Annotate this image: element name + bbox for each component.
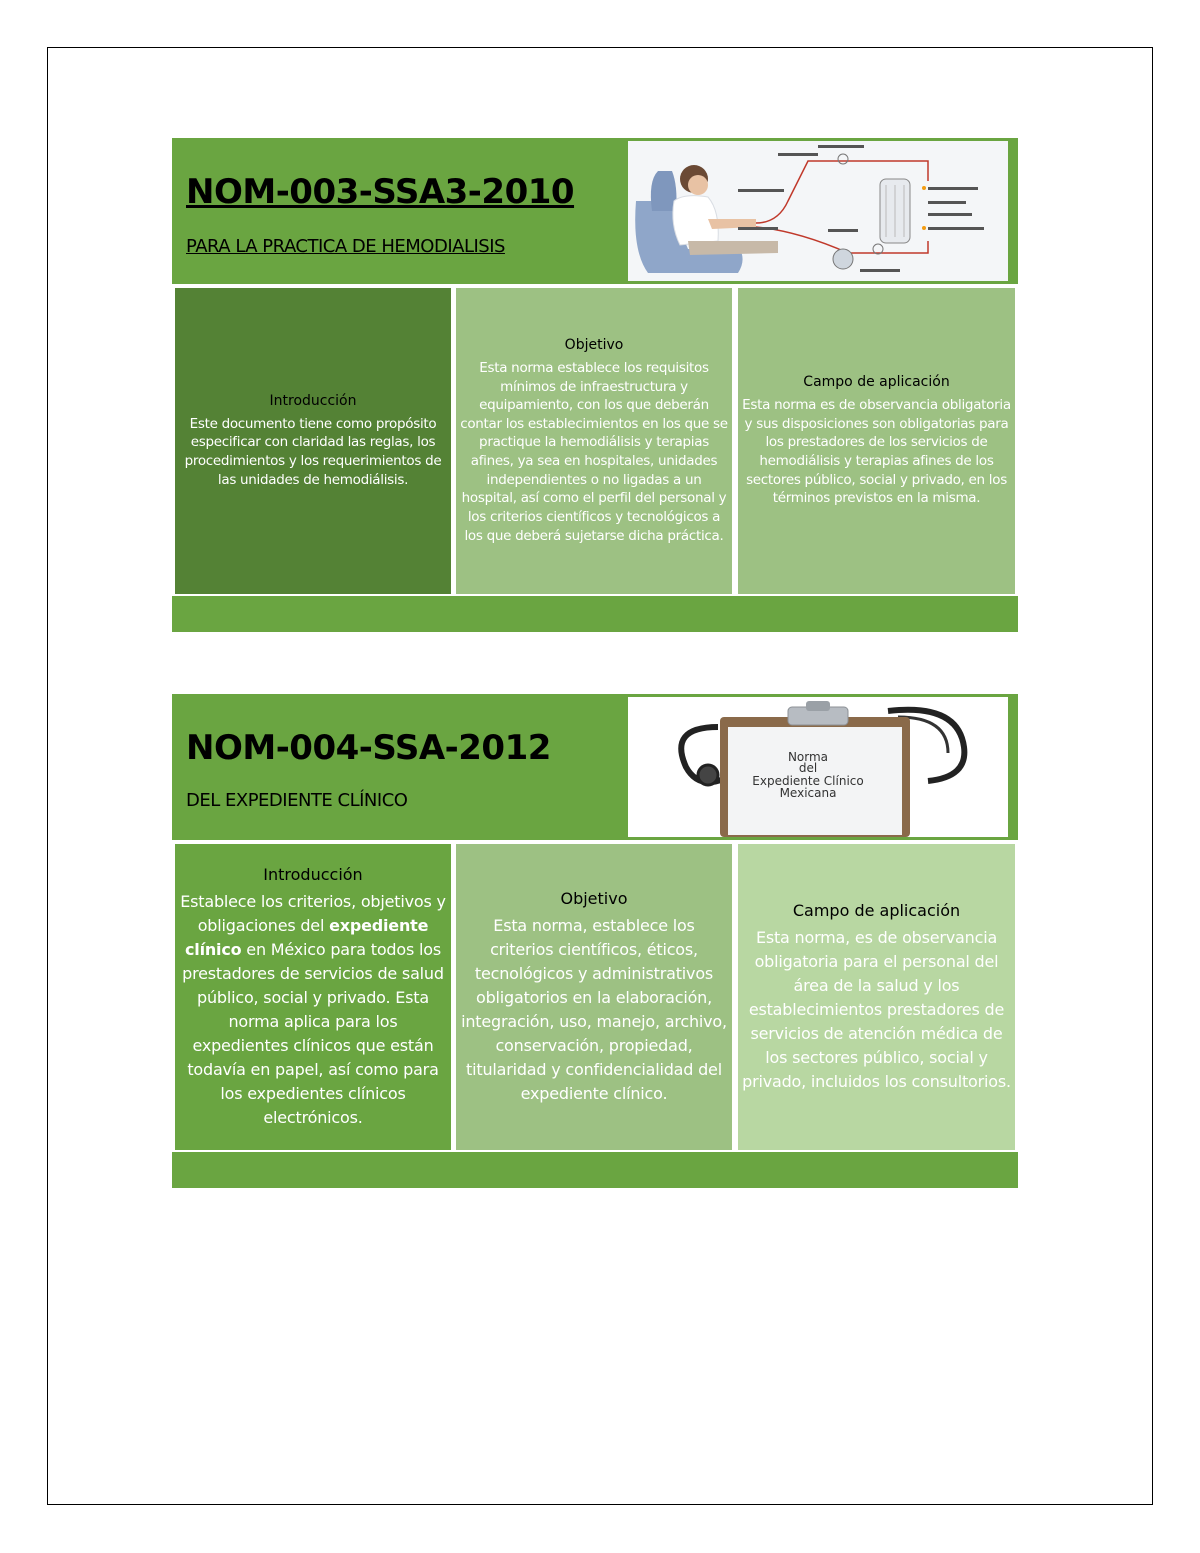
objective-text: Esta norma establece los requisitos mínimos de infraestructura y equipamiento, con los que deberán contar los establecimientos en los que se practique la hemodiálisis y terapias afines, ya sea en hospitales, unidades independientes o no ligadas a un hospital, así como el perfil del personal y los criterios científicos y tecnológicos a los que deberá sujetarse dicha práctica. (460, 359, 728, 544)
clipboard-text-line-3: Expediente Clínico (752, 774, 864, 788)
card-footer (172, 1152, 1018, 1188)
scope-text: Esta norma, es de observancia obligatoria para el personal del área de la salud y los establecimientos prestadores de servicios de atención médica de los sectores público, social y privado, incluidos los consultorios. (742, 927, 1011, 1091)
card-subtitle: DEL EXPEDIENTE CLÍNICO (186, 790, 408, 811)
card-nom-004 (172, 694, 1018, 1188)
intro-text-before: Establece los criterios, objetivos y obligaciones del (180, 891, 446, 935)
clipboard-stethoscope-illustration (628, 697, 1008, 837)
clipboard-text-line-4: Mexicana (779, 786, 837, 800)
scope-text: Esta norma es de observancia obligatoria y sus disposiciones son obligatorias para los prestadores de los servicios de hemodiálisis y terapias afines de los sectores público, social y privado, en los términos previstos en la misma. (742, 397, 1011, 507)
card-footer (172, 596, 1018, 632)
objective-heading: Objetivo (564, 336, 624, 353)
card-columns (172, 840, 1018, 1150)
objective-column (456, 288, 732, 594)
clipboard-text-line-1: Norma (787, 750, 829, 764)
card-columns (172, 284, 1018, 594)
objective-column (456, 844, 732, 1150)
intro-text-bold: expediente clínico (185, 915, 429, 959)
scope-heading: Campo de aplicación (792, 900, 961, 920)
intro-text (179, 890, 447, 1130)
card-title: NOM-003-SSA3-2010 (186, 172, 575, 212)
intro-text: Este documento tiene como propósito especificar con claridad las reglas, los procedimientos y los requerimientos de las unidades de hemodiálisis. (184, 415, 442, 488)
card-header (172, 138, 1018, 284)
clipboard-text-line-2: del (798, 761, 818, 775)
hemodialysis-image (628, 141, 1008, 281)
intro-text-after: en México para todos los prestadores de servicios de salud público, social y privado. Esta norma aplica para los expedientes clínicos que están todavía en papel, así como para los expedientes clínicos electrónicos. (182, 939, 444, 1127)
card-subtitle: PARA LA PRACTICA DE HEMODIALISIS (186, 236, 505, 257)
scope-heading: Campo de aplicación (803, 374, 950, 391)
scope-column (738, 288, 1015, 594)
objective-heading: Objetivo (560, 888, 628, 908)
clipboard-image (628, 697, 1008, 837)
intro-heading: Introducción (263, 864, 363, 884)
card-header (172, 694, 1018, 840)
card-title: NOM-004-SSA-2012 (186, 728, 551, 768)
objective-text: Esta norma, establece los criterios científicos, éticos, tecnológicos y administrativos obligatorios en la elaboración, integración, uso, manejo, archivo, conservación, propiedad, titularidad y confidencialidad del expediente clínico. (461, 915, 727, 1103)
scope-column (738, 844, 1015, 1150)
card-nom-003 (172, 138, 1018, 632)
intro-column (175, 844, 451, 1150)
intro-heading: Introducción (269, 392, 357, 409)
hemodialysis-illustration (628, 141, 1008, 281)
intro-column (175, 288, 451, 594)
